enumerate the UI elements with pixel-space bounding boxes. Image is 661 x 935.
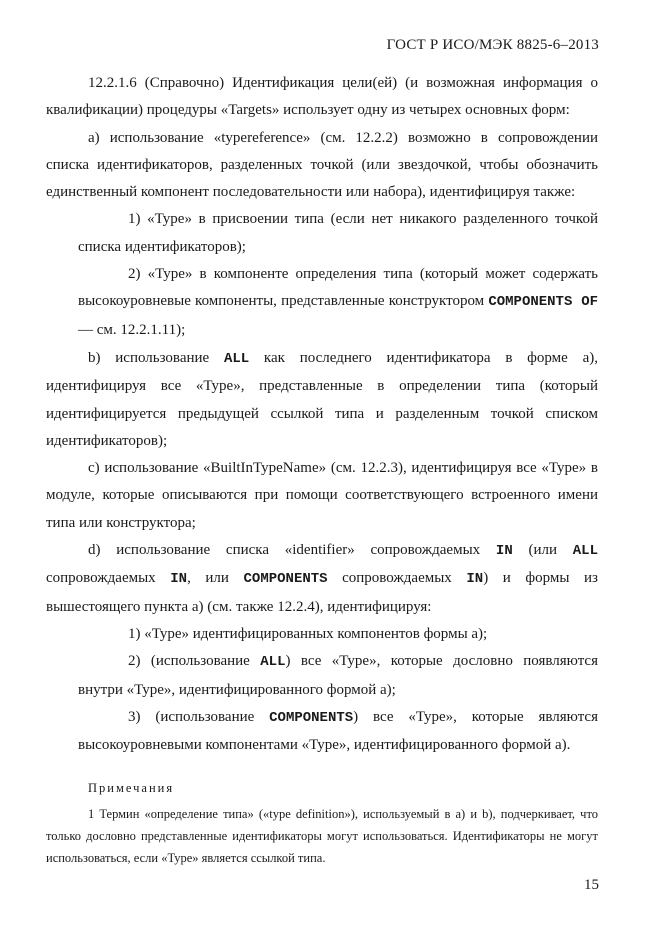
- item-d-text-2: (или: [512, 542, 573, 559]
- keyword-all: ALL: [223, 350, 250, 367]
- item-d-3-tail: ) все «Type», которые являются высокоуровневыми компонентами «Type», идентифицированного формой а).: [78, 708, 598, 754]
- standard-header: ГОСТ Р ИСО/МЭК 8825-6–2013: [386, 37, 599, 53]
- main-text: [46, 70, 598, 759]
- page-number: 15: [584, 877, 599, 893]
- keyword-in: IN: [495, 543, 513, 560]
- item-a-1: 1) «Type» в присвоении типа (если нет никакого разделенного точкой списка идентификаторов);: [78, 211, 598, 255]
- item-d-2: [46, 648, 598, 704]
- keyword-all: ALL: [572, 543, 598, 560]
- item-d-2-tail: ) все «Type», которые дословно появляются внутри «Type», идентифицированного формой а);: [78, 653, 598, 698]
- item-d-text: d) использование списка «identifier» сопровождаемых: [88, 542, 496, 559]
- keyword-all: ALL: [260, 654, 286, 671]
- item-a: а) использование «typereference» (см. 12.2.2) возможно в сопровождении списка идентификаторов, разделенных точкой (или звездочкой, чтобы обозначить единственный компонент последовательности или набора), идентифицируя также:: [46, 129, 598, 201]
- item-d-tail: ) и формы из вышестоящего пункта а) (см. также 12.2.4), идентифицируя:: [46, 570, 598, 615]
- item-d-2-text: 2) (использование: [128, 653, 261, 670]
- note-1: 1 Термин «определение типа» («type definition»), используемый в а) и b), подчеркивает, что только дословно представленные идентификаторы могут использоваться. Идентификаторы не могут использоваться, если «Type» является ссылкой типа.: [46, 807, 598, 865]
- item-a-2: [46, 261, 598, 344]
- paragraph-12-2-1-6: 12.2.1.6 (Справочно) Идентификация цели(ей) (и возможная информация о квалификации) процедуры «Targets» использует одну из четырех основных форм:: [46, 75, 598, 119]
- item-d-3: [46, 704, 598, 760]
- item-d-text-5: сопровождаемых: [327, 570, 467, 587]
- notes-section: [46, 777, 598, 869]
- item-b-tail: как последнего идентификатора в форме а), идентифицируя все «Type», представленные в определении типа (который идентифицируется предыдущей ссылкой типа и разделенным точкой списком идентификаторов);: [46, 349, 598, 449]
- item-a-2-tail: — см. 12.2.1.11);: [78, 321, 186, 338]
- keyword-components: COMPONENTS: [243, 571, 328, 588]
- item-b-text: b) использование: [88, 349, 224, 366]
- item-c: с) использование «BuiltInTypeName» (см. 12.2.3), идентифицируя все «Type» в модуле, которые описываются при помощи соответствующего встроенного имени типа или конструктора;: [46, 460, 598, 531]
- keyword-in: IN: [170, 571, 188, 588]
- keyword-in: IN: [466, 571, 484, 588]
- item-a-2-text: 2) «Type» в компоненте определения типа (который может содержать высокоуровневые компоненты, представленные конструктором: [78, 266, 598, 310]
- item-d-text-3: сопровождаемых: [46, 570, 171, 587]
- keyword-components: COMPONENTS: [269, 709, 354, 726]
- item-d-1: 1) «Type» идентифицированных компонентов формы а);: [128, 625, 488, 642]
- item-d-3-text: 3) (использование: [128, 708, 270, 725]
- item-d: [46, 537, 598, 621]
- item-d-text-4: , или: [187, 570, 244, 587]
- item-b: [46, 345, 598, 455]
- notes-title: Примечания: [88, 781, 175, 795]
- keyword-components-of: COMPONENTS OF: [488, 294, 598, 311]
